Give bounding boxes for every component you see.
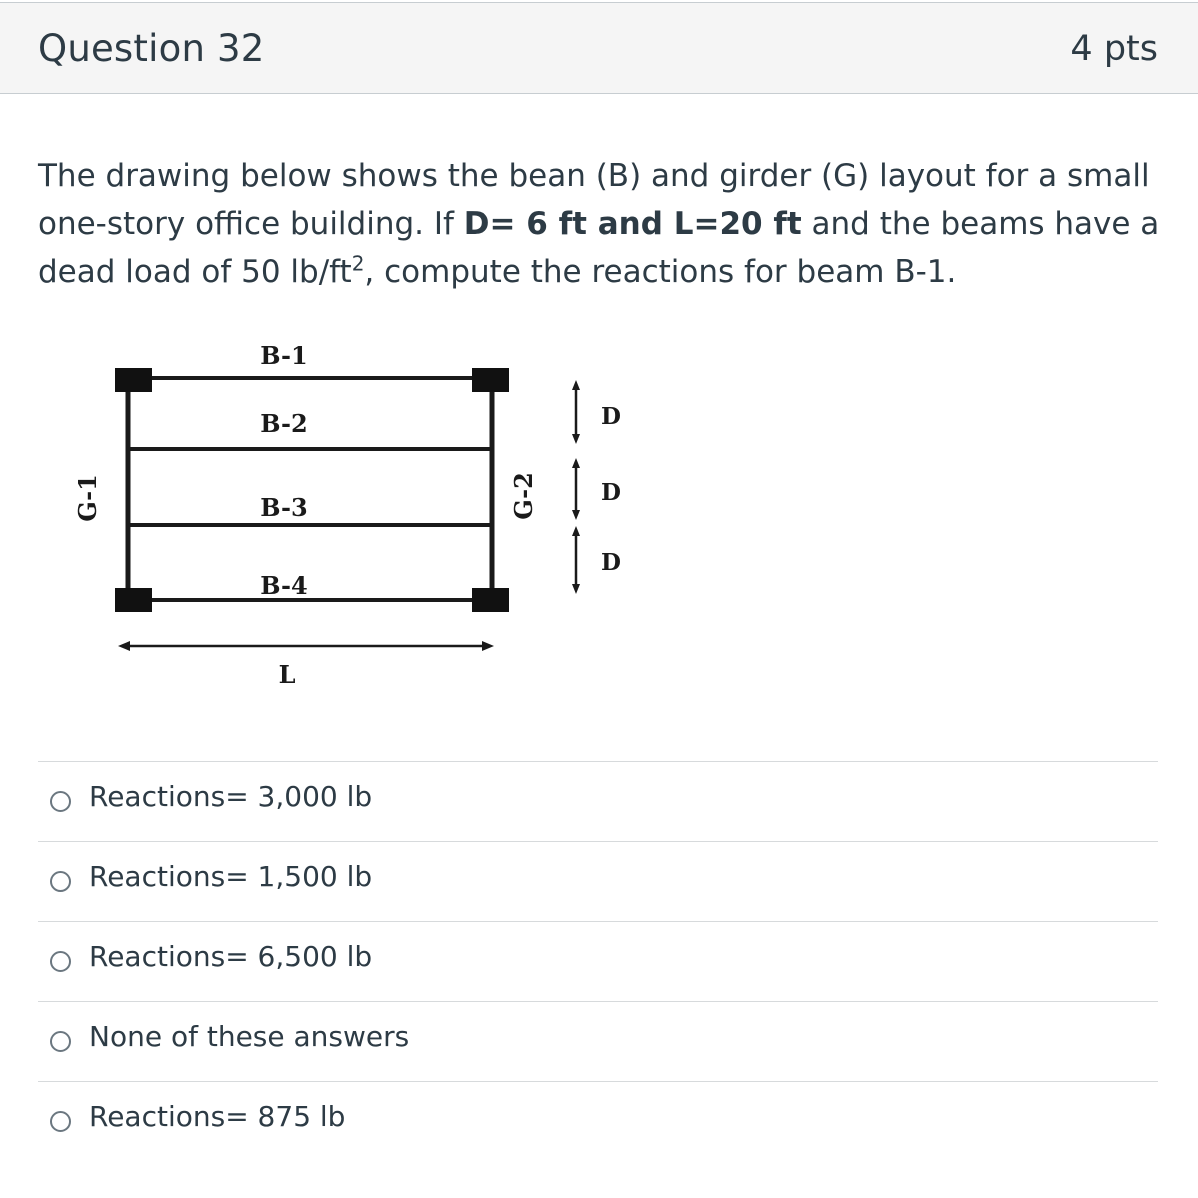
radio-button[interactable] <box>50 1111 71 1132</box>
question-text-part2: and the beams have a dead load of 50 lb/ft <box>38 206 1160 290</box>
girder-label-g1: G-1 <box>73 474 102 522</box>
answer-label[interactable]: Reactions= 875 lb <box>89 1100 346 1133</box>
answer-label[interactable]: Reactions= 1,500 lb <box>89 860 373 893</box>
question-text-bold: D= 6 ft and L=20 ft <box>463 206 802 242</box>
column-bottom-right <box>472 588 509 612</box>
beam-girder-svg <box>60 336 660 696</box>
radio-button[interactable] <box>50 871 71 892</box>
answer-option[interactable] <box>38 921 1158 1001</box>
girder-label-g2: G-2 <box>509 472 538 520</box>
question-text-part3: , compute the reactions for beam B-1. <box>364 254 957 290</box>
question-header <box>0 2 1198 94</box>
question-text-superscript: 2 <box>351 251 365 276</box>
dimension-label-d1: D <box>601 403 621 430</box>
dimension-label-d3: D <box>601 549 621 576</box>
radio-button[interactable] <box>50 951 71 972</box>
question-text-part1: The drawing below shows the bean (B) and girder (G) layout for a small one-story office building. If <box>38 158 1150 242</box>
beam-label-b4: B-4 <box>260 571 308 600</box>
dimension-d-arrows <box>572 380 580 594</box>
question-title: Question 32 <box>38 27 265 70</box>
question-points: 4 pts <box>1070 29 1158 69</box>
dimension-label-d2: D <box>601 479 621 506</box>
answer-option[interactable] <box>38 761 1158 841</box>
answer-label[interactable]: Reactions= 6,500 lb <box>89 940 373 973</box>
column-bottom-left <box>115 588 152 612</box>
dimension-l-arrow <box>118 641 494 651</box>
answer-list <box>38 761 1158 1161</box>
column-top-left <box>115 368 152 392</box>
dimension-label-l: L <box>278 660 296 689</box>
answer-option[interactable] <box>38 841 1158 921</box>
answer-option[interactable] <box>38 1001 1158 1081</box>
answer-label[interactable]: Reactions= 3,000 lb <box>89 780 373 813</box>
answer-option[interactable] <box>38 1081 1158 1161</box>
column-top-right <box>472 368 509 392</box>
beam-label-b2: B-2 <box>260 409 308 438</box>
radio-button[interactable] <box>50 1031 71 1052</box>
beam-label-b3: B-3 <box>260 493 308 522</box>
beam-label-b1: B-1 <box>260 341 308 370</box>
question-text <box>38 152 1168 296</box>
answer-label[interactable]: None of these answers <box>89 1020 410 1053</box>
radio-button[interactable] <box>50 791 71 812</box>
beam-girder-diagram <box>60 336 660 696</box>
